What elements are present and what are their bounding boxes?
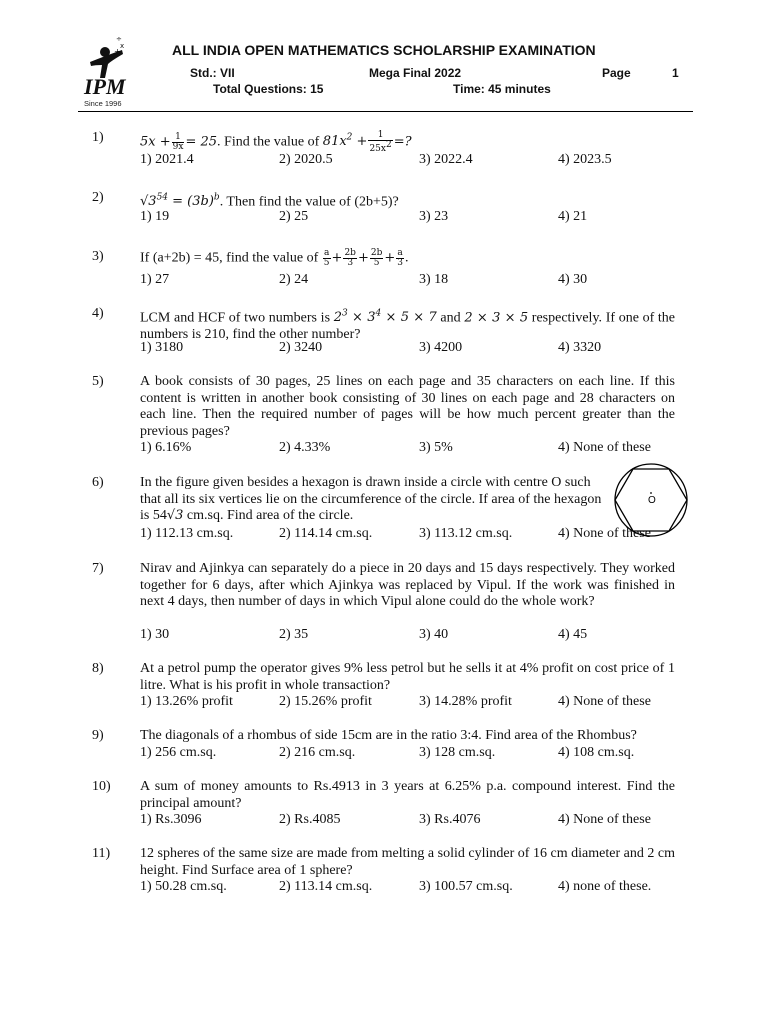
svg-text:+: + <box>114 47 121 56</box>
option-2: 2) 114.14 cm.sq. <box>279 526 373 541</box>
question-number: 10) <box>92 779 111 794</box>
option-1: 1) 2021.4 <box>140 152 194 167</box>
options-row <box>140 209 680 226</box>
option-4: 4) None of these <box>558 440 651 455</box>
question-number: 1) <box>92 130 104 145</box>
option-3: 3) 18 <box>419 272 449 287</box>
option-2: 2) 216 cm.sq. <box>279 745 356 760</box>
question-6 <box>92 475 692 543</box>
question-text: 12 spheres of the same size are made from melting a solid cylinder of 16 cm diameter and 2 cm height. Find Surface area of 1 sphere? <box>140 846 675 878</box>
option-4: 4) None of these <box>558 812 651 827</box>
page-number: 1 <box>672 66 679 80</box>
option-2: 2) 3240 <box>279 340 323 355</box>
option-4: 4) 30 <box>558 272 588 287</box>
question-text: 5x + $\frac{1}{9x}$ = 25. Find the value of $81x^2$ + $\frac{1}{25x^2}$ =? <box>140 129 412 154</box>
options-row <box>140 745 680 762</box>
option-4: 4) 21 <box>558 209 588 224</box>
question-text: If (a+2b) = 45, find the value of $\frac{a}{5}$ + $\frac{2b}{3}$ + $\frac{2b}{5}$ + $\frac{a}{3}$ . <box>140 248 409 268</box>
option-3: 3) 5% <box>419 440 453 455</box>
option-3: 3) 128 cm.sq. <box>419 745 496 760</box>
options-row <box>140 526 680 543</box>
question-text: Nirav and Ajinkya can separately do a piece in 20 days and 15 days respectively. They worked together for 6 days, after which Ajinkya was replaced by Vipul. If the work was finished in next 4 days, then number of days in which Vipul alone could do the whole work? <box>140 561 675 609</box>
option-1: 1) Rs.3096 <box>140 812 202 827</box>
question-number: 3) <box>92 249 104 264</box>
question-text: In the figure given besides a hexagon is drawn inside a circle with centre O such that all its six vertices lie on the circumference of the circle. If area of the hexagon is 54√3 cm.sq. Find area of the circle. <box>140 475 602 523</box>
options-row <box>140 152 680 169</box>
svg-text:x: x <box>120 42 125 50</box>
question-4 <box>92 306 692 358</box>
question-5 <box>92 374 692 458</box>
option-4: 4) 2023.5 <box>558 152 612 167</box>
question-number: 5) <box>92 374 104 389</box>
option-1: 1) 19 <box>140 209 170 224</box>
option-3: 3) 40 <box>419 627 449 642</box>
options-row <box>140 879 680 896</box>
option-2: 2) 2020.5 <box>279 152 333 167</box>
logo-wordmark: IPM <box>84 74 126 99</box>
question-text: The diagonals of a rhombus of side 15cm are in the ratio 3:4. Find area of the Rhombus? <box>140 728 637 743</box>
option-4: 4) None of these <box>558 694 651 709</box>
option-1: 1) 112.13 cm.sq. <box>140 526 234 541</box>
option-1: 1) 3180 <box>140 340 184 355</box>
option-3: 3) 100.57 cm.sq. <box>419 879 513 894</box>
standard-label: Std.: VII <box>190 66 235 80</box>
page-label: Page <box>602 66 631 80</box>
option-3: 3) 23 <box>419 209 449 224</box>
question-number: 6) <box>92 475 104 490</box>
option-3: 3) 2022.4 <box>419 152 473 167</box>
option-2: 2) 4.33% <box>279 440 331 455</box>
option-2: 2) 25 <box>279 209 309 224</box>
option-1: 1) 13.26% profit <box>140 694 233 709</box>
option-3: 3) 113.12 cm.sq. <box>419 526 513 541</box>
option-4: 4) None of these <box>558 526 651 541</box>
header-divider <box>78 111 693 112</box>
question-11 <box>92 846 692 896</box>
question-number: 7) <box>92 561 104 576</box>
svg-text:÷: ÷ <box>116 35 122 43</box>
question-2 <box>92 190 692 228</box>
exam-title: ALL INDIA OPEN MATHEMATICS SCHOLARSHIP EXAMINATION <box>172 42 596 58</box>
question-10 <box>92 779 692 829</box>
question-text: At a petrol pump the operator gives 9% less petrol but he sells it at 4% profit on cost price of 1 litre. What is his profit in whole transaction? <box>140 661 675 693</box>
exam-name: Mega Final 2022 <box>369 66 462 80</box>
question-9 <box>92 728 692 762</box>
question-1 <box>92 130 692 170</box>
option-4: 4) 45 <box>558 627 588 642</box>
option-4: 4) 3320 <box>558 340 602 355</box>
total-questions: Total Questions: 15 <box>213 82 324 96</box>
question-text: A sum of money amounts to Rs.4913 in 3 years at 6.25% p.a. compound interest. Find the principal amount? <box>140 779 675 811</box>
option-2: 2) 15.26% profit <box>279 694 372 709</box>
option-1: 1) 6.16% <box>140 440 192 455</box>
option-3: 3) Rs.4076 <box>419 812 481 827</box>
option-4: 4) 108 cm.sq. <box>558 745 635 760</box>
options-row <box>140 440 680 457</box>
options-row <box>140 812 680 829</box>
option-4: 4) none of these. <box>558 879 652 894</box>
options-row <box>140 694 680 711</box>
question-number: 9) <box>92 728 104 743</box>
option-1: 1) 30 <box>140 627 170 642</box>
option-2: 2) 24 <box>279 272 309 287</box>
options-row <box>140 272 680 289</box>
options-row <box>140 340 680 357</box>
exam-header <box>0 0 768 112</box>
question-number: 8) <box>92 661 104 676</box>
question-number: 4) <box>92 306 104 321</box>
hexagon-in-circle-figure <box>612 461 690 539</box>
option-1: 1) 50.28 cm.sq. <box>140 879 227 894</box>
question-8 <box>92 661 692 711</box>
logo-since: Since 1996 <box>84 99 122 108</box>
question-text: $√3^{54} = (3b)^b$. Then find the value of (2b+5)? <box>140 193 399 210</box>
option-3: 3) 14.28% profit <box>419 694 512 709</box>
question-number: 2) <box>92 190 104 205</box>
option-2: 2) 113.14 cm.sq. <box>279 879 373 894</box>
question-3 <box>92 246 692 288</box>
option-2: 2) 35 <box>279 627 309 642</box>
time-limit: Time: 45 minutes <box>453 82 551 96</box>
question-text: LCM and HCF of two numbers is $2^3 \times 3^4 \times 5 \times 7$ and 2 × 3 × 5 respectively. If one of the numbers is 210, find the other number? <box>140 309 676 342</box>
option-2: 2) Rs.4085 <box>279 812 341 827</box>
question-7 <box>92 561 692 645</box>
options-row <box>140 627 680 644</box>
centre-label: O <box>648 495 656 506</box>
option-1: 1) 27 <box>140 272 170 287</box>
question-number: 11) <box>92 846 111 861</box>
question-text: A book consists of 30 pages, 25 lines on each page and 35 characters on each line. If this content is written in another book consisting of 30 lines on each page and 28 characters on each line. Then the required number of pages will be how much percent greater than the previous pages? <box>140 374 675 439</box>
option-1: 1) 256 cm.sq. <box>140 745 217 760</box>
option-3: 3) 4200 <box>419 340 463 355</box>
